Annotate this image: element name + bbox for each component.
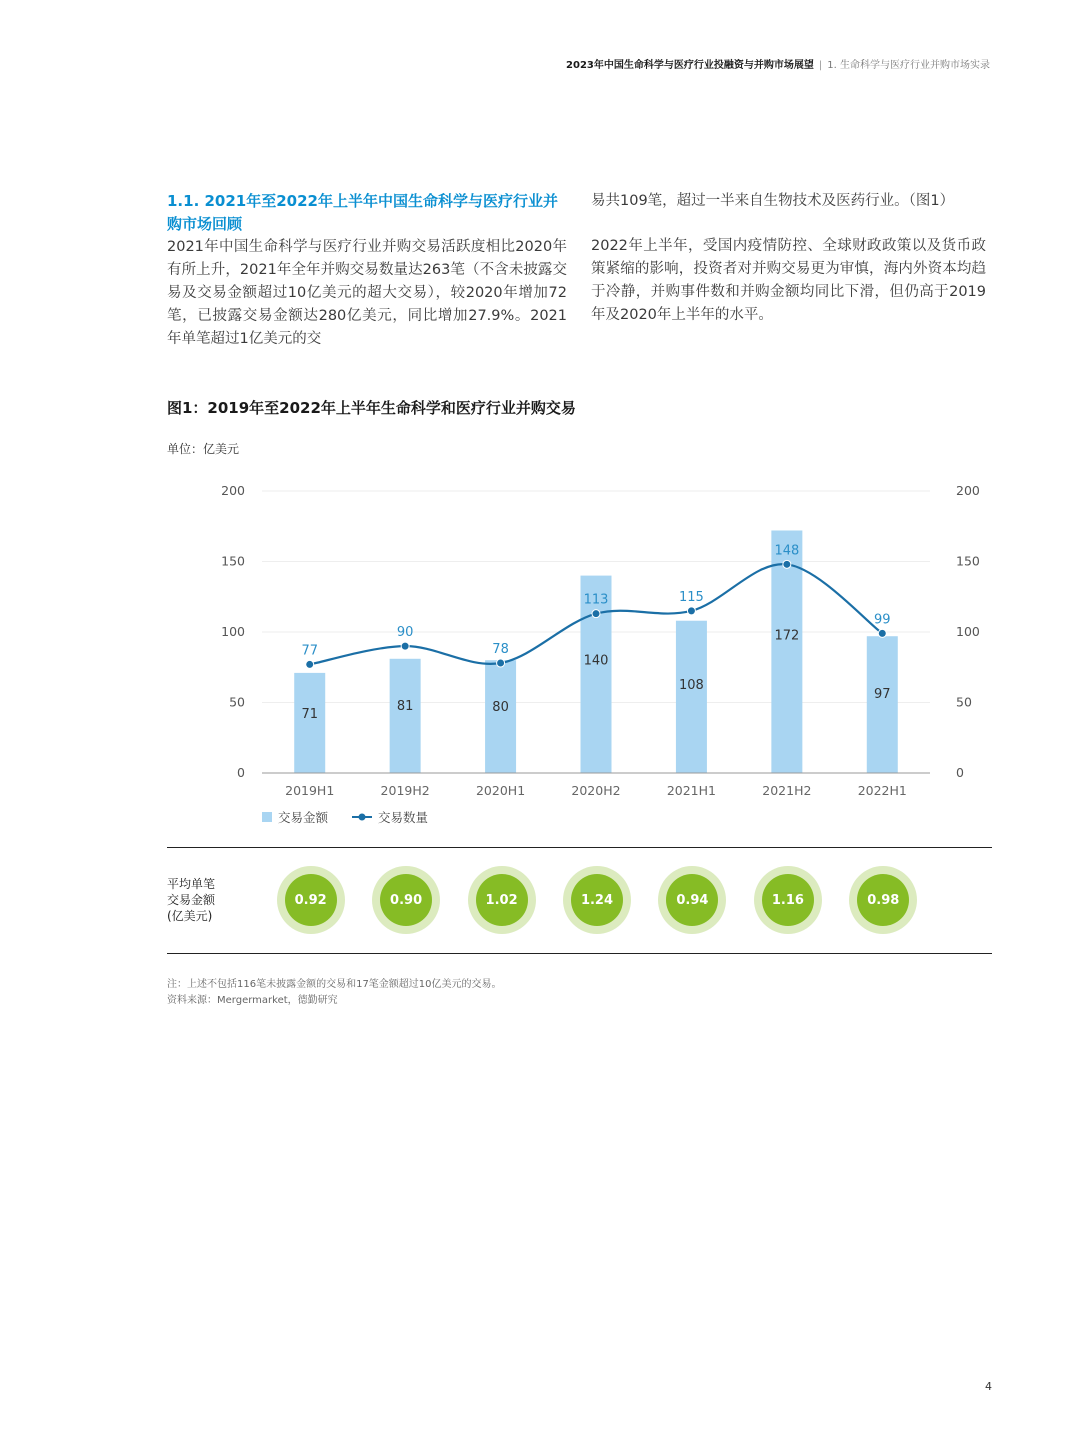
y-tick-right: 150 xyxy=(956,553,980,569)
y-tick-left: 50 xyxy=(229,694,245,710)
x-tick-label: 2021H1 xyxy=(666,783,717,798)
y-tick-right: 200 xyxy=(956,483,980,498)
bar-value-label: 97 xyxy=(874,686,891,702)
figure-title: 图1：2019年至2022年上半年生命科学和医疗行业并购交易 xyxy=(167,399,576,417)
y-tick-left: 150 xyxy=(221,553,245,569)
x-tick-label: 2020H1 xyxy=(475,783,526,798)
combo-chart xyxy=(0,470,1080,840)
line-point xyxy=(401,642,409,650)
average-deal-value: 1.24 xyxy=(571,874,623,926)
y-tick-right: 50 xyxy=(956,694,972,710)
x-tick-label: 2019H1 xyxy=(285,783,335,798)
text-column-right xyxy=(591,190,986,327)
y-tick-left: 200 xyxy=(221,483,245,498)
line-point xyxy=(878,629,886,637)
report-title: 2023年中国生命科学与医疗行业投融资与并购市场展望 xyxy=(566,60,814,71)
legend-swatch-bar xyxy=(262,812,272,822)
bar-value-label: 108 xyxy=(679,678,704,694)
notes xyxy=(167,977,502,1009)
bar-value-label: 140 xyxy=(583,653,609,669)
line-value-label: 90 xyxy=(396,625,414,641)
x-tick-label: 2019H2 xyxy=(380,783,430,798)
line-value-label: 148 xyxy=(774,543,800,559)
average-deal-value: 0.90 xyxy=(380,874,432,926)
x-tick-label: 2021H2 xyxy=(762,783,812,798)
page-number: 4 xyxy=(985,1380,992,1393)
average-deal-circle xyxy=(849,866,917,934)
average-deal-label: 平均单笔 交易金额 (亿美元) xyxy=(167,877,216,923)
average-deal-circle xyxy=(468,866,536,934)
line-value-label: 78 xyxy=(492,642,509,658)
average-deal-value: 0.98 xyxy=(857,874,909,926)
paragraph-1-part-1: 2021年中国生命科学与医疗行业并购交易活跃度相比2020年有所上升，2021年全年并购交易数量达263笔（不含未披露交易及交易金额超过10亿美元的超大交易），较2020年增加72笔，已披露交易金额达280亿美元，同比增加27.9%。2021年单笔超过1亿美元的交 xyxy=(167,239,567,347)
average-deal-value: 0.92 xyxy=(285,874,337,926)
average-deal-circle xyxy=(563,866,631,934)
legend-swatch-marker xyxy=(359,814,366,821)
average-deal-value: 1.16 xyxy=(762,874,814,926)
bar xyxy=(390,659,421,773)
legend-label-line: 交易数量 xyxy=(378,810,429,825)
y-tick-right: 100 xyxy=(956,624,980,639)
paragraph-2: 2022年上半年，受国内疫情防控、全球财政政策以及货币政策紧缩的影响，投资者对并购交易更为审慎，海内外资本均趋于冷静，并购事件数和并购金额均同比下滑，但仍高于2019年及2020年上半年的水平。 xyxy=(591,238,986,323)
source-note: 资料来源：Mergermarket，德勤研究 xyxy=(167,995,338,1006)
line-point xyxy=(687,607,695,615)
divider-bottom xyxy=(167,953,992,954)
average-deal-circle xyxy=(658,866,726,934)
bar-value-label: 71 xyxy=(301,706,318,722)
y-tick-right: 0 xyxy=(956,765,964,780)
bar-value-label: 81 xyxy=(396,699,414,715)
average-deal-value: 1.02 xyxy=(476,874,528,926)
average-deal-circle xyxy=(277,866,345,934)
header-separator: | xyxy=(818,60,823,71)
line-point xyxy=(592,610,600,618)
line-point xyxy=(306,660,314,668)
average-deal-circle xyxy=(372,866,440,934)
y-tick-left: 0 xyxy=(237,765,245,780)
y-tick-left: 100 xyxy=(221,624,245,639)
footnote: 注：上述不包括116笔未披露金额的交易和17笔金额超过10亿美元的交易。 xyxy=(167,979,502,990)
section-title: 1.1. 2021年至2022年上半年中国生命科学与医疗行业并购市场回顾 xyxy=(167,192,558,233)
line-value-label: 99 xyxy=(874,612,891,628)
bar-value-label: 172 xyxy=(774,628,800,644)
header-section: 1. 生命科学与医疗行业并购市场实录 xyxy=(827,60,990,71)
x-tick-label: 2020H2 xyxy=(571,783,621,798)
bar-value-label: 80 xyxy=(492,699,509,715)
average-deal-value: 0.94 xyxy=(666,874,718,926)
line-point xyxy=(783,560,791,568)
divider-top xyxy=(167,847,992,848)
bar xyxy=(676,621,707,773)
paragraph-1-part-2: 易共109笔，超过一半来自生物技术及医药行业。（图1） xyxy=(591,193,955,209)
line-value-label: 115 xyxy=(679,589,704,605)
page-header xyxy=(566,56,990,71)
x-tick-label: 2022H1 xyxy=(857,783,907,798)
line-point xyxy=(497,659,505,667)
line-value-label: 77 xyxy=(301,643,318,659)
average-deal-circle xyxy=(754,866,822,934)
line-value-label: 113 xyxy=(583,592,609,608)
bar xyxy=(294,673,325,773)
bar xyxy=(867,636,898,773)
legend-label-bar: 交易金额 xyxy=(278,810,329,825)
bar xyxy=(485,660,516,773)
text-column-left xyxy=(167,190,567,351)
unit-label: 单位：亿美元 xyxy=(167,442,240,456)
